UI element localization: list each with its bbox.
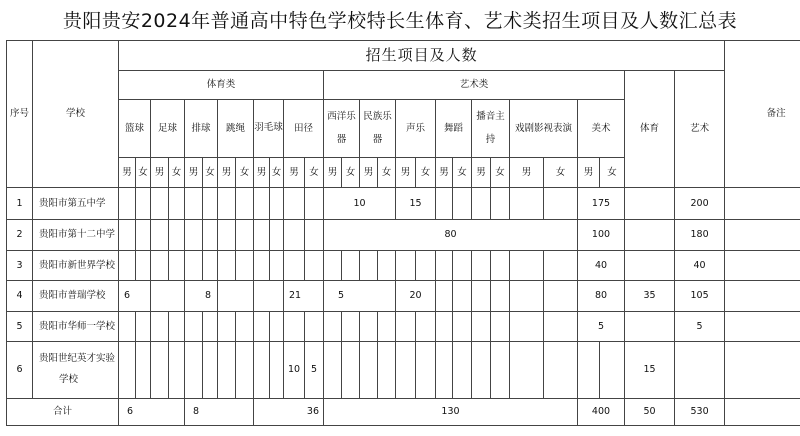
item-drama-film: 戏剧影视表演	[510, 100, 578, 158]
enrollment-table	[6, 40, 800, 426]
total-label: 合计	[7, 399, 119, 426]
row-seq: 5	[7, 312, 33, 342]
gender-male: 男	[324, 158, 342, 188]
gender-female: 女	[491, 158, 510, 188]
cell-basketball: 6	[119, 281, 151, 312]
cell-arts-total: 40	[675, 251, 725, 281]
table-row	[7, 251, 800, 281]
total-arts: 130	[324, 399, 578, 426]
sports-total-header: 体育	[625, 71, 675, 188]
row-school: 贵阳市第五中学	[33, 188, 119, 220]
cell-fine-arts: 175	[578, 188, 625, 220]
seq-header: 序号	[7, 41, 33, 188]
cell-arts-total: 5	[675, 312, 725, 342]
gender-male: 男	[578, 158, 600, 188]
table-row	[7, 188, 800, 220]
cell-arts-total: 200	[675, 188, 725, 220]
row-school: 贵阳市华师一学校	[33, 312, 119, 342]
cell-track-field-female: 5	[305, 342, 324, 399]
gender-female: 女	[378, 158, 396, 188]
table-row	[7, 342, 800, 399]
project-header: 招生项目及人数	[119, 41, 725, 71]
item-volleyball: 排球	[185, 100, 218, 158]
gender-female: 女	[416, 158, 436, 188]
page-title: 贵阳贵安2024年普通高中特色学校特长生体育、艺术类招生项目及人数汇总表	[62, 10, 738, 32]
row-school-line1: 贵阳世纪英才实验	[39, 353, 116, 365]
gender-female: 女	[169, 158, 185, 188]
gender-male: 男	[151, 158, 169, 188]
gender-female: 女	[236, 158, 254, 188]
cell-sports-total: 15	[625, 342, 675, 399]
total-arts-total: 530	[675, 399, 725, 426]
gender-female: 女	[342, 158, 360, 188]
total-track-field: 36	[254, 399, 324, 426]
cell-arts-total: 105	[675, 281, 725, 312]
gender-male: 男	[119, 158, 136, 188]
item-western-instruments: 西洋乐器	[324, 100, 360, 158]
row-seq: 6	[7, 342, 33, 399]
gender-male: 男	[436, 158, 453, 188]
total-basketball: 6	[119, 399, 185, 426]
gender-female: 女	[203, 158, 218, 188]
gender-male: 男	[396, 158, 416, 188]
sports-group-header: 体育类	[119, 71, 324, 100]
row-school	[33, 342, 119, 399]
gender-female: 女	[136, 158, 151, 188]
row-school: 贵阳市新世界学校	[33, 251, 119, 281]
gender-male: 男	[284, 158, 305, 188]
item-folk-instruments: 民族乐器	[360, 100, 396, 158]
table-row	[7, 312, 800, 342]
remark-header: 备注	[725, 41, 800, 188]
table-row	[7, 281, 800, 312]
cell-arts-total: 180	[675, 220, 725, 251]
row-school-line2: 学校	[59, 374, 79, 385]
cell-western-instruments: 5	[324, 281, 396, 312]
item-dance: 舞蹈	[436, 100, 472, 158]
item-football: 足球	[151, 100, 185, 158]
gender-female: 女	[600, 158, 625, 188]
cell-fine-arts: 100	[578, 220, 625, 251]
gender-female: 女	[544, 158, 578, 188]
item-badminton: 羽毛球	[254, 100, 284, 158]
total-volleyball: 8	[185, 399, 254, 426]
cell-vocal: 20	[396, 281, 436, 312]
item-basketball: 篮球	[119, 100, 151, 158]
row-seq: 3	[7, 251, 33, 281]
cell-volleyball: 8	[185, 281, 218, 312]
total-sports-total: 50	[625, 399, 675, 426]
cell-fine-arts: 40	[578, 251, 625, 281]
row-seq: 1	[7, 188, 33, 220]
row-seq: 2	[7, 220, 33, 251]
arts-group-header: 艺术类	[324, 71, 625, 100]
gender-male: 男	[472, 158, 491, 188]
cell-track-field: 21	[284, 281, 324, 312]
cell-western-instruments: 10	[324, 188, 396, 220]
gender-female: 女	[305, 158, 324, 188]
table-row	[7, 220, 800, 251]
cell-sports-total: 35	[625, 281, 675, 312]
row-school: 贵阳市第十二中学	[33, 220, 119, 251]
school-header: 学校	[33, 41, 119, 188]
total-row	[7, 399, 800, 426]
gender-female: 女	[270, 158, 284, 188]
cell-track-field-male: 10	[284, 342, 305, 399]
item-rope-skipping: 跳绳	[218, 100, 254, 158]
gender-male: 男	[360, 158, 378, 188]
item-fine-arts: 美术	[578, 100, 625, 158]
cell-arts-merged: 80	[324, 220, 578, 251]
arts-total-header: 艺术	[675, 71, 725, 188]
cell-vocal: 15	[396, 188, 436, 220]
cell-fine-arts: 80	[578, 281, 625, 312]
total-fine-arts: 400	[578, 399, 625, 426]
gender-female: 女	[453, 158, 472, 188]
gender-male: 男	[254, 158, 270, 188]
item-broadcasting: 播音主持	[472, 100, 510, 158]
row-school: 贵阳市普瑞学校	[33, 281, 119, 312]
cell-fine-arts: 5	[578, 312, 625, 342]
item-track-field: 田径	[284, 100, 324, 158]
gender-male: 男	[218, 158, 236, 188]
gender-male: 男	[185, 158, 203, 188]
item-vocal: 声乐	[396, 100, 436, 158]
gender-male: 男	[510, 158, 544, 188]
row-seq: 4	[7, 281, 33, 312]
